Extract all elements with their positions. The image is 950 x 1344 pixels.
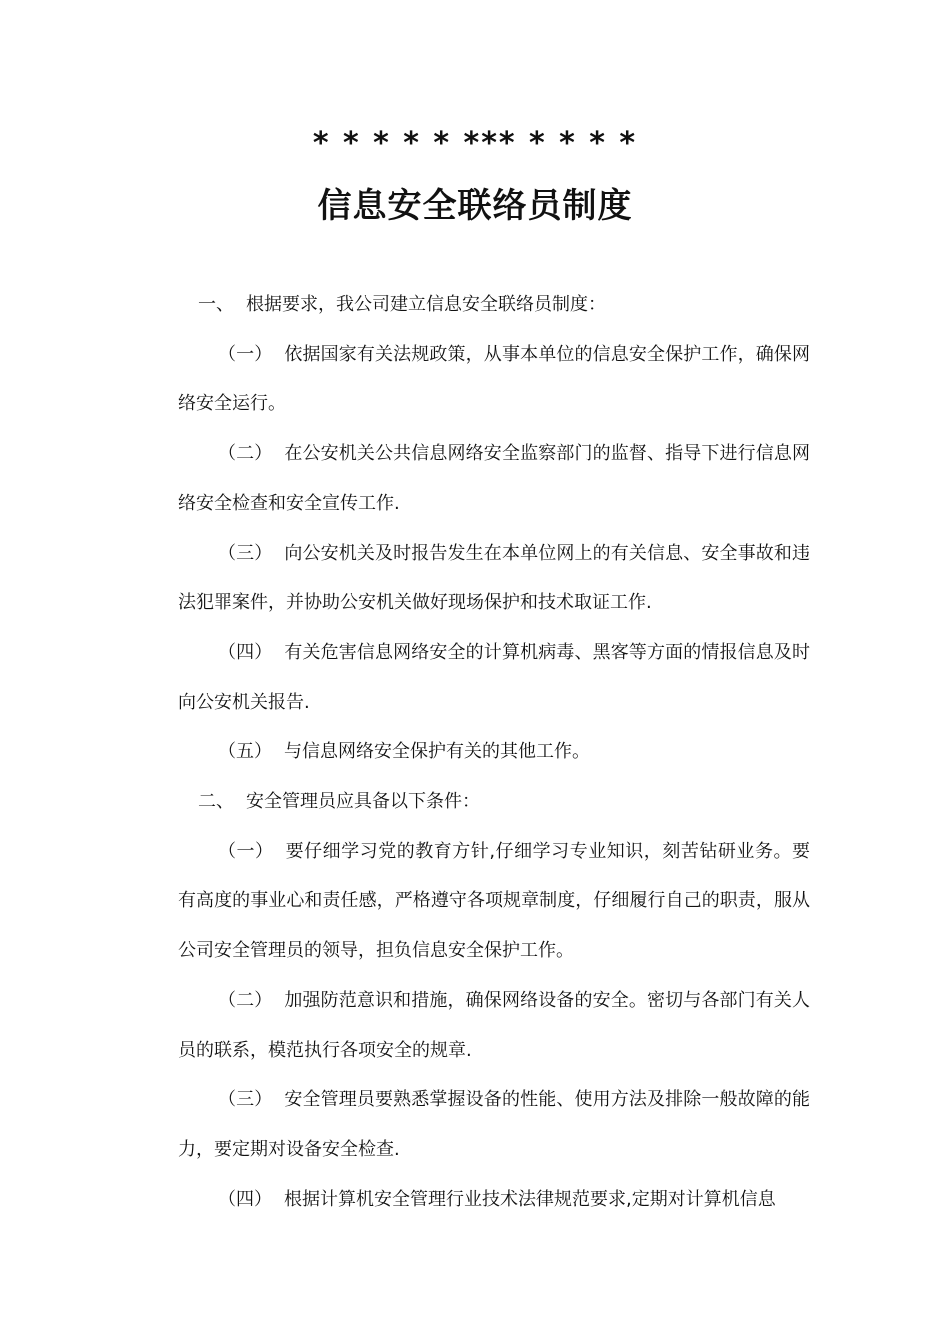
item-marker: （三） (218, 1089, 273, 1111)
item-paragraph (178, 628, 810, 727)
item-marker: （五） (218, 741, 272, 763)
paragraph-text: 有关危害信息网络安全的计算机病毒、黑客等方面的情报信息及时向公安机关报告. (178, 641, 811, 713)
item-paragraph (178, 827, 810, 976)
paragraph-text: 加强防范意识和措施，确保网络设备的安全。密切与各部门有关人员的联系，模范执行各项安全的规章. (178, 989, 811, 1061)
document-body (178, 280, 810, 1224)
item-marker: （三） (218, 542, 273, 564)
paragraph-text: 与信息网络安全保护有关的其他工作。 (284, 741, 590, 763)
section-paragraph (178, 280, 810, 330)
item-marker: （四） (218, 1188, 272, 1210)
paragraph-text: 依据国家有关法规政策，从事本单位的信息安全保护工作，确保网络安全运行。 (178, 343, 811, 415)
document-title: 信息安全联络员制度 (317, 186, 633, 226)
item-paragraph (178, 1175, 810, 1225)
paragraph-text: 在公安机关公共信息网络安全监察部门的监督、指导下进行信息网络安全检查和安全宣传工作. (178, 443, 811, 514)
item-paragraph (178, 529, 810, 628)
item-paragraph (178, 330, 810, 429)
item-paragraph (178, 976, 810, 1075)
item-paragraph (178, 1075, 810, 1174)
item-paragraph (178, 727, 810, 777)
section-marker: 一、 (198, 294, 234, 315)
item-marker: （二） (218, 443, 273, 465)
item-marker: （二） (218, 989, 273, 1011)
paragraph-text: 根据要求，我公司建立信息安全联络员制度： (246, 294, 606, 315)
item-paragraph (178, 429, 810, 528)
paragraph-text: 根据计算机安全管理行业技术法律规范要求,定期对计算机信息 (284, 1188, 776, 1210)
paragraph-text: 安全管理员应具备以下条件： (246, 791, 480, 813)
paragraph-text: 要仔细学习党的教育方针,仔细学习专业知识，刻苦钻研业务。要有高度的事业心和责任感，严格遵守各项规章制度，仔细履行自己的职责，服从公司安全管理员的领导，担负信息安全保护工作。 (178, 840, 811, 962)
section-marker: 二、 (198, 791, 234, 813)
organization-name: * * * * * *** * * * * (312, 126, 638, 161)
item-marker: （一） (218, 840, 274, 862)
item-marker: （一） (218, 343, 273, 365)
item-marker: （四） (218, 641, 273, 663)
paragraph-text: 向公安机关及时报告发生在本单位网上的有关信息、安全事故和违法犯罪案件，并协助公安机关做好现场保护和技术取证工作. (178, 542, 811, 614)
section-paragraph (178, 777, 810, 827)
paragraph-text: 安全管理员要熟悉掌握设备的性能、使用方法及排除一般故障的能力，要定期对设备安全检查. (178, 1089, 811, 1160)
